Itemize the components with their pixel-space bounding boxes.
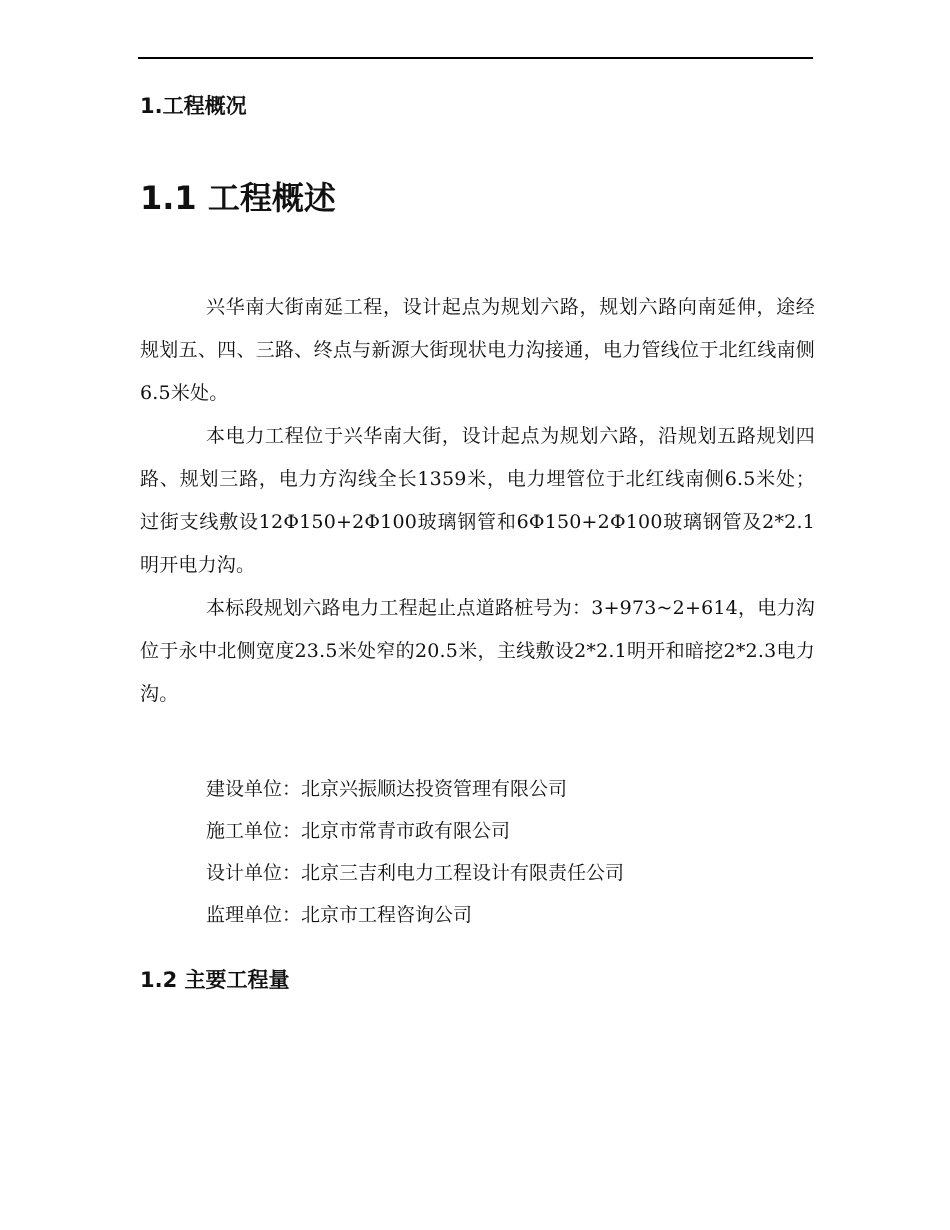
document-body [140,90,815,996]
unit-designer: 设计单位：北京三吉利电力工程设计有限责任公司 [206,862,625,884]
chapter-title: 1.工程概况 [140,94,247,118]
paragraph-section-stakes: 本标段规划六路电力工程起止点道路桩号为：3+973~2+614，电力沟位于永中北侧宽度23.5米处窄的20.5米，主线敷设2*2.1明开和暗挖2*2.3电力沟。 [140,597,815,705]
header-rule [138,57,813,59]
participating-units [140,768,815,936]
section-title: 1.1 工程概述 [140,179,336,217]
overview-paragraphs [140,286,815,716]
unit-contractor: 施工单位：北京市常青市政有限公司 [206,820,511,842]
unit-supervisor: 监理单位：北京市工程咨询公司 [206,904,473,926]
unit-construction-owner: 建设单位：北京兴振顺达投资管理有限公司 [206,778,568,800]
subsection-title: 1.2 主要工程量 [140,968,290,992]
paragraph-project-scope: 本电力工程位于兴华南大街，设计起点为规划六路，沿规划五路规划四路、规划三路，电力方沟线全长1359米，电力埋管位于北红线南侧6.5米处；过街支线敷设12Φ150+2Φ100玻璃钢管和6Φ150+2Φ100玻璃钢管及2*2.1明开电力沟。 [140,425,815,576]
paragraph-project-route: 兴华南大街南延工程，设计起点为规划六路，规划六路向南延伸，途经规划五、四、三路、终点与新源大街现状电力沟接通，电力管线位于北红线南侧6.5米处。 [140,296,815,404]
